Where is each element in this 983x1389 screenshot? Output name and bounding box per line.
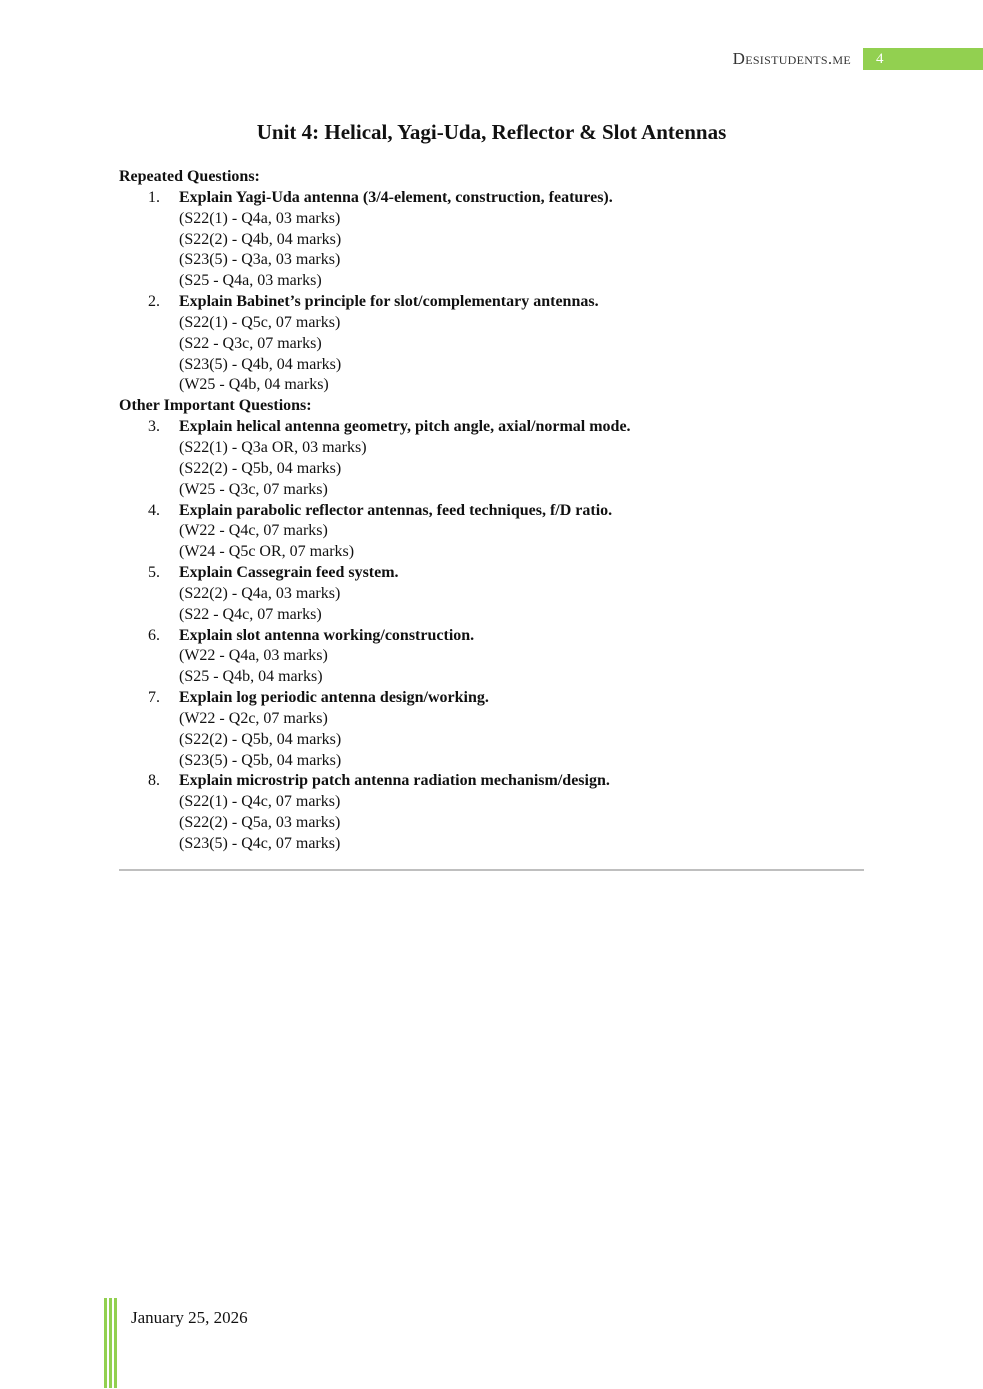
other-questions-list <box>119 417 864 855</box>
question-item <box>119 501 864 564</box>
question-content <box>119 167 864 855</box>
question-item <box>119 292 864 396</box>
question-number: 3. <box>148 418 160 436</box>
header-site-name: Desistudents.me <box>732 49 851 68</box>
question-number: 1. <box>148 188 160 206</box>
question-item <box>119 563 864 626</box>
question-reference: (S22(2) - Q5a, 03 marks) <box>179 814 341 832</box>
page-header <box>733 48 983 70</box>
question-reference: (S25 - Q4a, 03 marks) <box>179 272 322 290</box>
question-item <box>119 688 864 771</box>
question-reference: (S22(2) - Q4a, 03 marks) <box>179 584 341 602</box>
content-divider <box>119 869 864 871</box>
question-reference: (S22(1) - Q4c, 07 marks) <box>179 793 341 811</box>
question-item <box>119 626 864 689</box>
question-reference: (S23(5) - Q4c, 07 marks) <box>179 835 341 852</box>
question-item <box>119 188 864 292</box>
question-text: Explain helical antenna geometry, pitch angle, axial/normal mode. <box>179 418 631 436</box>
question-number: 5. <box>148 564 160 582</box>
question-reference: (W22 - Q4a, 03 marks) <box>179 647 328 665</box>
question-reference: (W25 - Q4b, 04 marks) <box>179 376 329 394</box>
question-reference: (S22 - Q3c, 07 marks) <box>179 334 322 352</box>
footer-date: January 25, 2026 <box>131 1308 248 1327</box>
question-reference: (S22(2) - Q5b, 04 marks) <box>179 459 342 477</box>
footer-bar <box>114 1298 117 1388</box>
question-text: Explain Cassegrain feed system. <box>179 564 399 582</box>
footer-bar <box>104 1298 107 1388</box>
question-reference: (W25 - Q3c, 07 marks) <box>179 480 328 498</box>
question-reference: (S22 - Q4c, 07 marks) <box>179 605 322 623</box>
question-text: Explain Yagi-Uda antenna (3/4-element, construction, features). <box>179 188 613 206</box>
question-reference: (W22 - Q2c, 07 marks) <box>179 709 328 727</box>
question-reference: (S22(2) - Q5b, 04 marks) <box>179 730 342 748</box>
question-reference: (S22(1) - Q3a OR, 03 marks) <box>179 438 367 456</box>
question-reference: (S22(1) - Q5c, 07 marks) <box>179 313 341 331</box>
question-text: Explain parabolic reflector antennas, feed techniques, f/D ratio. <box>179 501 613 519</box>
question-reference: (S23(5) - Q3a, 03 marks) <box>179 251 341 269</box>
question-reference: (S23(5) - Q5b, 04 marks) <box>179 751 342 769</box>
question-number: 2. <box>148 293 160 311</box>
question-reference: (S23(5) - Q4b, 04 marks) <box>179 355 342 373</box>
question-number: 8. <box>148 772 160 790</box>
question-number: 4. <box>148 501 160 519</box>
question-item <box>119 417 864 500</box>
question-text: Explain slot antenna working/construction. <box>179 626 475 644</box>
question-number: 7. <box>148 689 160 707</box>
question-reference: (S22(1) - Q4a, 03 marks) <box>179 209 341 227</box>
repeated-questions-heading: Repeated Questions: <box>119 168 260 185</box>
footer-bar <box>109 1298 112 1388</box>
question-reference: (S25 - Q4b, 04 marks) <box>179 668 323 686</box>
page-title: Unit 4: Helical, Yagi-Uda, Reflector & Slot Antennas <box>256 120 727 144</box>
other-questions-heading: Other Important Questions: <box>119 397 312 415</box>
question-text: Explain Babinet’s principle for slot/complementary antennas. <box>179 293 599 311</box>
question-reference: (S22(2) - Q4b, 04 marks) <box>179 230 342 248</box>
question-text: Explain microstrip patch antenna radiation mechanism/design. <box>179 772 610 790</box>
footer-accent-bars <box>104 1298 119 1388</box>
header-page-number: 4 <box>863 48 983 70</box>
question-reference: (W24 - Q5c OR, 07 marks) <box>179 543 355 561</box>
repeated-questions-list <box>119 188 864 396</box>
question-number: 6. <box>148 626 160 644</box>
question-text: Explain log periodic antenna design/working. <box>179 689 489 707</box>
question-reference: (W22 - Q4c, 07 marks) <box>179 522 328 540</box>
question-item <box>119 771 864 854</box>
